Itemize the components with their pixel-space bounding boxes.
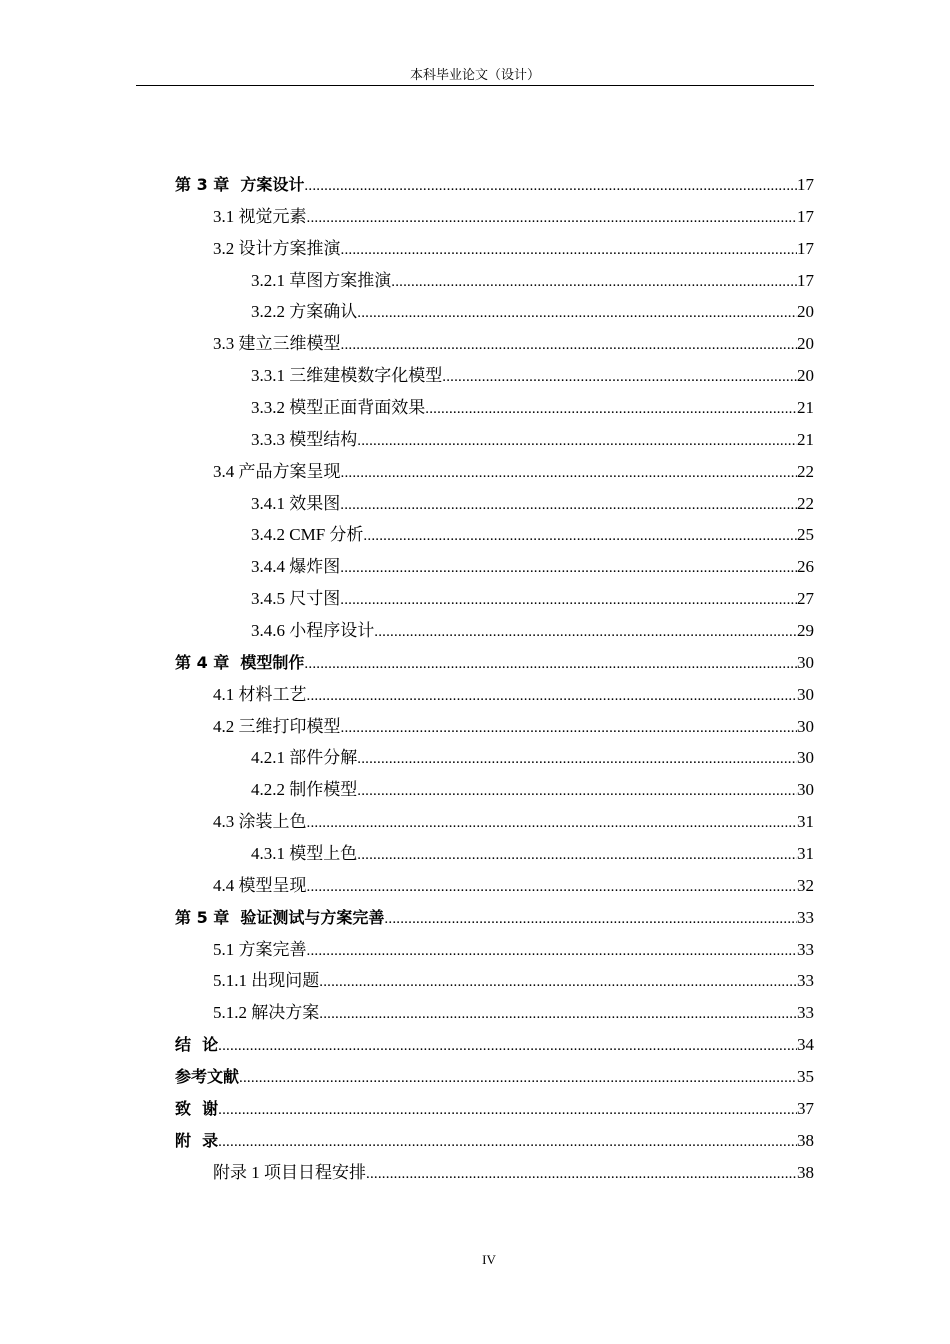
toc-entry[interactable] <box>175 809 814 841</box>
toc-entry-page: 21 <box>797 429 814 449</box>
toc-entry-title: 3.2 设计方案推演 <box>213 238 341 258</box>
toc-entry[interactable] <box>175 1096 814 1128</box>
toc-entry-page: 37 <box>797 1098 814 1118</box>
toc-entry[interactable] <box>175 395 814 427</box>
toc-entry-title: 3.4.6 小程序设计 <box>251 621 375 641</box>
toc-entry-page: 33 <box>797 907 814 927</box>
toc-entry-page: 26 <box>797 557 814 577</box>
toc-entry[interactable] <box>175 554 814 586</box>
dot-leader <box>304 173 797 199</box>
toc-entry[interactable] <box>175 745 814 777</box>
dot-leader <box>319 969 797 995</box>
dot-leader <box>218 1097 797 1123</box>
toc-entry-title: 3.4.5 尺寸图 <box>251 589 341 609</box>
dot-leader <box>341 715 798 741</box>
toc-entry-page: 38 <box>797 1162 814 1182</box>
dot-leader <box>391 269 797 295</box>
toc-entry-title: 3.3.1 三维建模数字化模型 <box>251 366 443 386</box>
toc-entry-title: 5.1 方案完善 <box>213 939 307 959</box>
toc-entry-page: 27 <box>797 589 814 609</box>
toc-entry[interactable] <box>175 522 814 554</box>
toc-entry-page: 33 <box>797 939 814 959</box>
toc-entry-page: 17 <box>797 206 814 226</box>
toc-entry-title: 附 录 <box>175 1130 219 1150</box>
dot-leader <box>357 746 797 772</box>
toc-entry[interactable] <box>175 331 814 363</box>
toc-entry-title: 3.1 视觉元素 <box>213 206 307 226</box>
dot-leader <box>239 1065 797 1091</box>
dot-leader <box>340 587 797 613</box>
toc-entry[interactable] <box>175 841 814 873</box>
toc-entry[interactable] <box>175 650 814 682</box>
dot-leader <box>341 237 798 263</box>
dot-leader <box>319 1001 797 1027</box>
toc-entry[interactable] <box>175 968 814 1000</box>
toc-entry-page: 29 <box>797 621 814 641</box>
toc-entry-title: 3.2.1 草图方案推演 <box>251 270 392 290</box>
toc-entry-page: 20 <box>797 366 814 386</box>
toc-entry[interactable] <box>175 1000 814 1032</box>
toc-entry-page: 30 <box>797 748 814 768</box>
toc-entry[interactable] <box>175 204 814 236</box>
toc-entry[interactable] <box>175 1160 814 1192</box>
dot-leader <box>307 810 798 836</box>
toc-entry-title: 附录 1 项目日程安排 <box>213 1162 366 1182</box>
toc-entry-page: 31 <box>797 844 814 864</box>
toc-entry[interactable] <box>175 299 814 331</box>
toc-entry-title: 4.3.1 模型上色 <box>251 844 358 864</box>
toc-entry-page: 17 <box>797 270 814 290</box>
dot-leader <box>425 396 797 422</box>
dot-leader <box>307 205 798 231</box>
toc-entry-page: 21 <box>797 398 814 418</box>
toc-entry-title: 5.1.1 出现问题 <box>213 971 320 991</box>
toc-entry[interactable] <box>175 491 814 523</box>
dot-leader <box>363 523 797 549</box>
dot-leader <box>357 428 797 454</box>
dot-leader <box>307 874 798 900</box>
toc-entry-title: 4.2.2 制作模型 <box>251 780 358 800</box>
toc-entry[interactable] <box>175 236 814 268</box>
table-of-contents <box>175 172 814 1192</box>
toc-entry-title: 4.1 材料工艺 <box>213 684 307 704</box>
toc-entry-page: 30 <box>797 684 814 704</box>
dot-leader <box>374 619 797 645</box>
dot-leader <box>341 332 798 358</box>
toc-entry[interactable] <box>175 363 814 395</box>
dot-leader <box>340 555 797 581</box>
dot-leader <box>442 364 797 390</box>
toc-entry-title: 致 谢 <box>175 1098 219 1118</box>
dot-leader <box>384 906 797 932</box>
toc-entry[interactable] <box>175 1128 814 1160</box>
running-header: 本科毕业论文（设计） <box>409 67 540 82</box>
toc-entry[interactable] <box>175 459 814 491</box>
header-rule <box>136 85 814 86</box>
toc-entry-title: 3.3.3 模型结构 <box>251 429 358 449</box>
dot-leader <box>307 938 798 964</box>
toc-entry-page: 22 <box>797 493 814 513</box>
toc-entry[interactable] <box>175 586 814 618</box>
toc-entry-title: 3.3.2 模型正面背面效果 <box>251 398 426 418</box>
toc-entry[interactable] <box>175 268 814 300</box>
toc-entry[interactable] <box>175 1064 814 1096</box>
page-number: IV <box>482 1252 496 1267</box>
toc-entry-title: 4.3 涂装上色 <box>213 812 307 832</box>
toc-entry[interactable] <box>175 873 814 905</box>
toc-entry-title: 3.2.2 方案确认 <box>251 302 358 322</box>
dot-leader <box>218 1033 797 1059</box>
toc-entry[interactable] <box>175 1032 814 1064</box>
toc-entry[interactable] <box>175 427 814 459</box>
toc-entry-title: 4.2 三维打印模型 <box>213 716 341 736</box>
toc-entry-title: 5.1.2 解决方案 <box>213 1003 320 1023</box>
toc-entry[interactable] <box>175 682 814 714</box>
toc-entry-title: 3.3 建立三维模型 <box>213 334 341 354</box>
toc-entry-page: 25 <box>797 525 814 545</box>
toc-entry-title: 3.4.2 CMF 分析 <box>251 525 364 545</box>
toc-entry-page: 33 <box>797 971 814 991</box>
toc-entry[interactable] <box>175 905 814 937</box>
toc-entry[interactable] <box>175 777 814 809</box>
dot-leader <box>357 778 797 804</box>
toc-entry-page: 32 <box>797 875 814 895</box>
dot-leader <box>341 460 798 486</box>
toc-entry-title: 3.4.1 效果图 <box>251 493 341 513</box>
toc-entry-page: 33 <box>797 1003 814 1023</box>
toc-entry-page: 31 <box>797 812 814 832</box>
toc-entry-page: 20 <box>797 302 814 322</box>
toc-entry[interactable] <box>175 172 814 204</box>
toc-entry-title: 结 论 <box>175 1035 219 1055</box>
toc-entry-title: 参考文献 <box>175 1067 240 1087</box>
toc-entry-page: 30 <box>797 716 814 736</box>
dot-leader <box>304 651 797 677</box>
toc-entry-title: 4.4 模型呈现 <box>213 875 307 895</box>
dot-leader <box>357 300 797 326</box>
toc-entry[interactable] <box>175 937 814 969</box>
toc-entry-page: 20 <box>797 334 814 354</box>
dot-leader <box>340 492 797 518</box>
toc-entry[interactable] <box>175 714 814 746</box>
dot-leader <box>366 1161 797 1187</box>
toc-entry-page: 17 <box>797 175 814 194</box>
toc-entry-page: 34 <box>797 1035 814 1055</box>
toc-entry-page: 35 <box>797 1067 814 1087</box>
toc-entry-title: 4.2.1 部件分解 <box>251 748 358 768</box>
toc-entry-title: 3.4 产品方案呈现 <box>213 461 341 481</box>
toc-entry-title: 3.4.4 爆炸图 <box>251 557 341 577</box>
toc-entry-page: 38 <box>797 1130 814 1150</box>
toc-entry-title: 第 5 章 验证测试与方案完善 <box>175 907 385 927</box>
toc-entry-page: 30 <box>797 780 814 800</box>
dot-leader <box>218 1129 797 1155</box>
toc-entry-title: 第 4 章 模型制作 <box>175 652 305 672</box>
dot-leader <box>307 683 798 709</box>
toc-entry-page: 22 <box>797 461 814 481</box>
toc-entry-page: 17 <box>797 238 814 258</box>
toc-entry-title: 第 3 章 方案设计 <box>175 175 305 194</box>
toc-entry[interactable] <box>175 618 814 650</box>
toc-entry-page: 30 <box>797 652 814 672</box>
dot-leader <box>357 842 797 868</box>
